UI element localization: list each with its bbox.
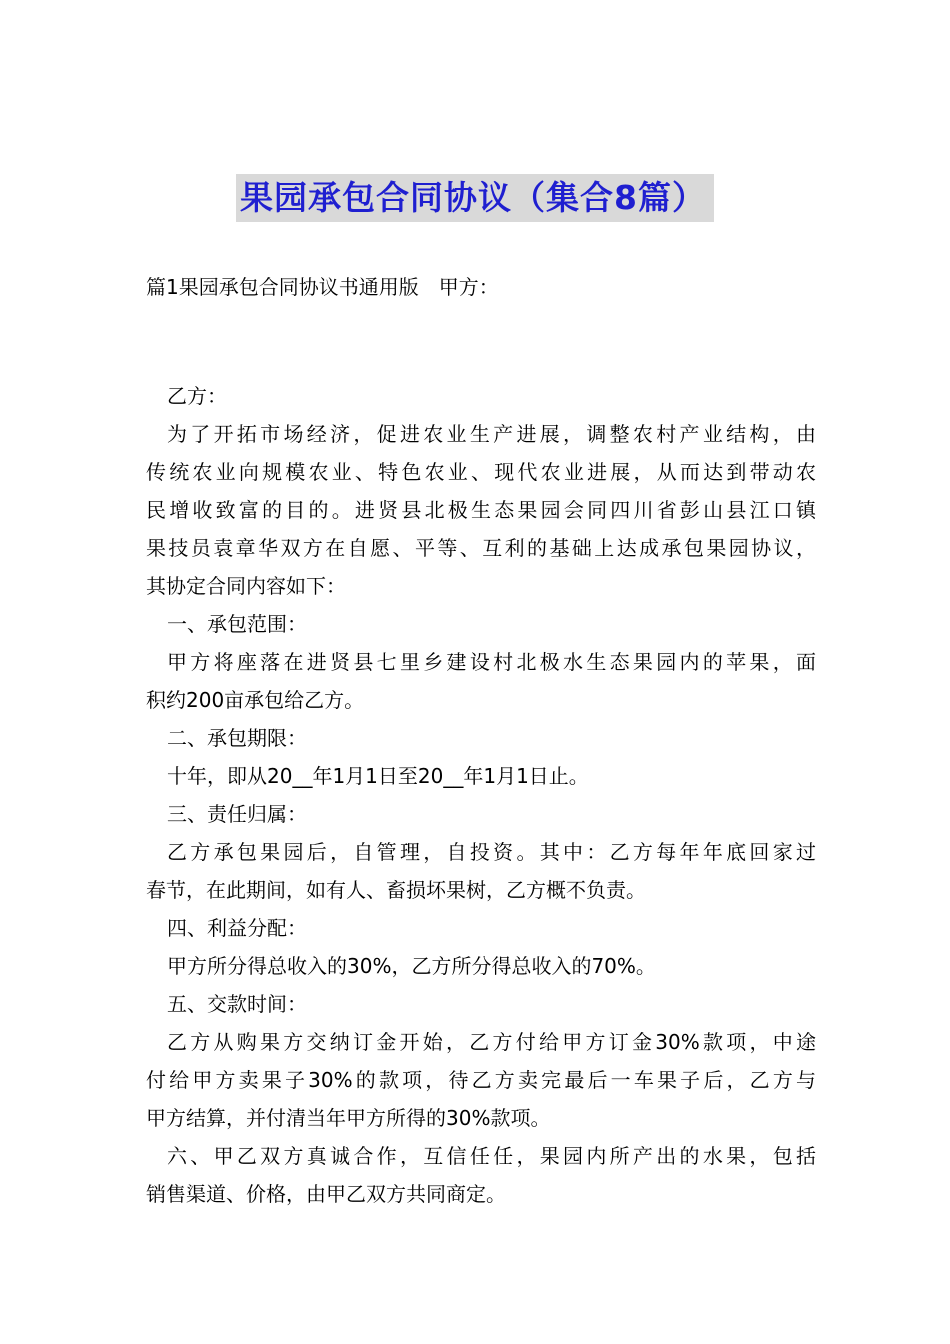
section-heading: 三、责任归属： <box>167 802 307 826</box>
section-heading: 五、交款时间： <box>167 992 307 1016</box>
intro-paragraph <box>146 415 816 605</box>
section-line: 积约200亩承包给乙方。 <box>146 688 365 712</box>
document-title: 果园承包合同协议（集合8篇） <box>236 174 714 222</box>
intro-line: 果技员袁章华双方在自愿、平等、互利的基础上达成承包果园协议， <box>146 536 816 560</box>
section-paragraph <box>146 833 816 909</box>
section-line: 甲方将座落在进贤县七里乡建设村北极水生态果园内的苹果，面 <box>167 650 816 674</box>
intro-line: 民增收致富的目的。进贤县北极生态果园会同四川省彭山县江口镇 <box>146 498 816 522</box>
closing-line: 销售渠道、价格，由甲乙双方共同商定。 <box>146 1182 506 1206</box>
section-heading: 一、承包范围： <box>167 612 307 636</box>
section-line: 付给甲方卖果子30%的款项，待乙方卖完最后一车果子后，乙方与 <box>146 1068 816 1092</box>
section-heading: 二、承包期限： <box>167 726 307 750</box>
section-line: 乙方承包果园后，自管理，自投资。其中：乙方每年年底回家过 <box>167 840 816 864</box>
closing-line: 六、甲乙双方真诚合作，互信任任，果园内所产出的水果，包括 <box>167 1144 816 1168</box>
intro-line: 为了开拓市场经济，促进农业生产进展，调整农村产业结构，由 <box>167 422 816 446</box>
section-heading: 四、利益分配： <box>167 916 307 940</box>
party-b-line: 乙方： <box>167 384 227 408</box>
intro-line: 其协定合同内容如下： <box>146 574 346 598</box>
section-line: 甲方所分得总收入的30%，乙方所分得总收入的70%。 <box>167 954 656 978</box>
document-body-top <box>146 268 816 306</box>
first-line: 篇1果园承包合同协议书通用版 甲方： <box>146 275 499 299</box>
section-line: 乙方从购果方交纳订金开始，乙方付给甲方订金30%款项，中途 <box>167 1030 816 1054</box>
section-paragraph <box>146 643 816 719</box>
section-line: 甲方结算，并付清当年甲方所得的30%款项。 <box>146 1106 551 1130</box>
closing-paragraph <box>146 1137 816 1213</box>
section-paragraph <box>146 1023 816 1137</box>
section-line: 十年，即从20__年1月1日至20__年1月1日止。 <box>167 764 589 788</box>
section-line: 春节，在此期间，如有人、畜损坏果树，乙方概不负责。 <box>146 878 646 902</box>
intro-line: 传统农业向规模农业、特色农业、现代农业进展，从而达到带动农 <box>146 460 816 484</box>
title-container <box>0 174 950 222</box>
document-body <box>146 377 816 1213</box>
